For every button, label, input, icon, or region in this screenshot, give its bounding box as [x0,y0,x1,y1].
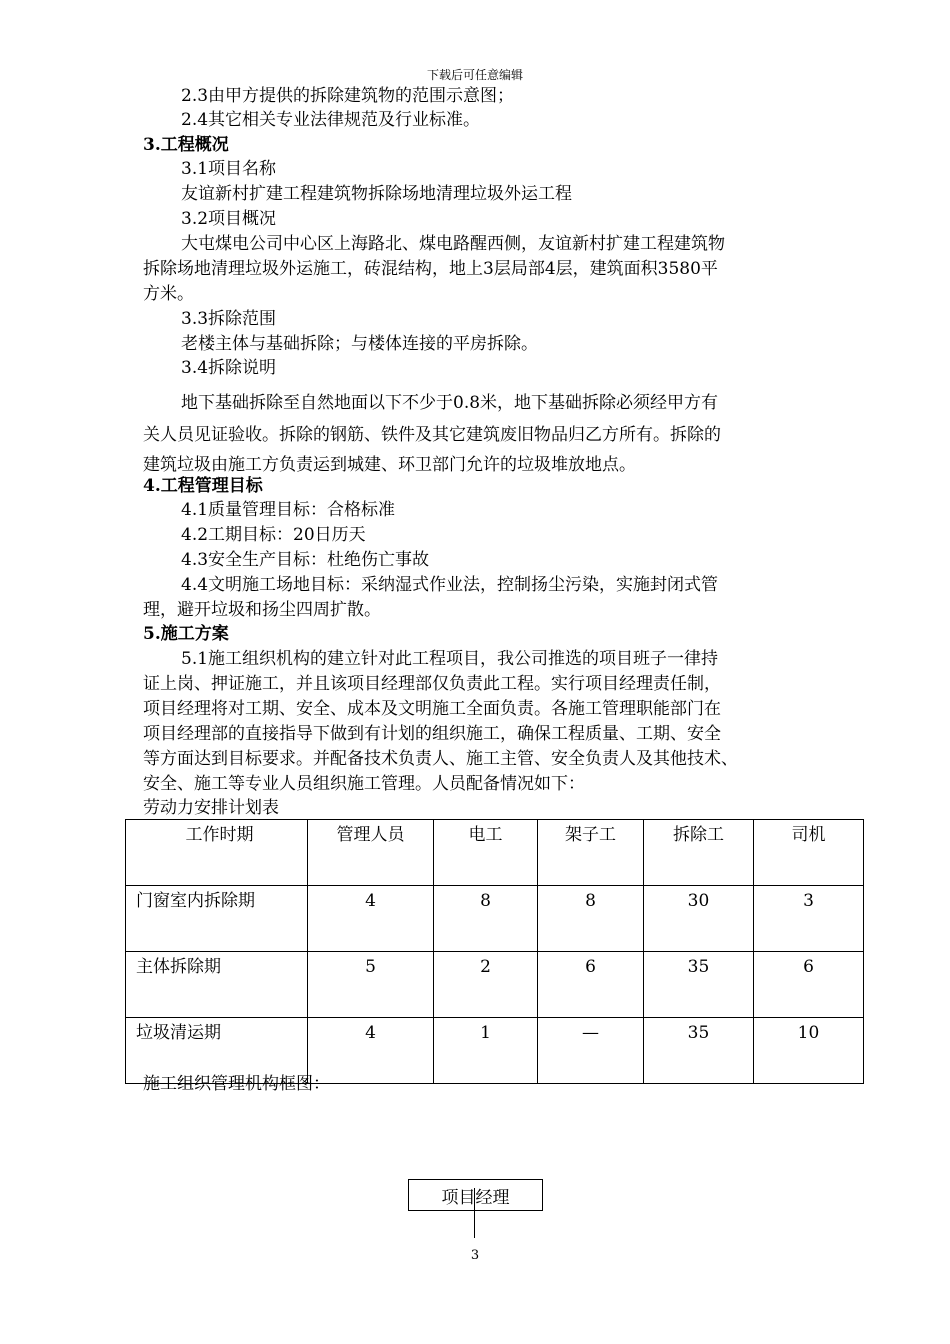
table-header-cell: 工作时期 [126,820,308,886]
text-line: 4.1质量管理目标：合格标准 [181,500,396,520]
table-header-cell: 电工 [434,820,538,886]
section-heading-5: 5.施工方案 [143,624,229,644]
page-header: 下载后可任意编辑 [426,68,523,82]
table-header-cell: 管理人员 [308,820,434,886]
labor-plan-table [125,819,864,1084]
text-line: 3.3拆除范围 [181,309,277,329]
table-cell: 门窗室内拆除期 [126,886,308,952]
text-line: 4.3安全生产目标：杜绝伤亡事故 [181,550,430,570]
table-cell: 4 [308,1018,434,1084]
text-line: 4.4文明施工场地目标：采纳湿式作业法，控制扬尘污染，实施封闭式管 [181,575,719,595]
text-line: 项目经理部的直接指导下做到有计划的组织施工，确保工程质量、工期、安全 [143,724,721,744]
table-header-cell: 架子工 [538,820,644,886]
text-line: 理，避开垃圾和扬尘四周扩散。 [143,600,381,620]
table-cell: 8 [434,886,538,952]
text-line: 友谊新村扩建工程建筑物拆除场地清理垃圾外运工程 [181,184,572,204]
org-chart-title: 施工组织管理机构框图： [143,1074,330,1094]
table-cell: 6 [754,952,864,1018]
org-connector-line [474,1188,475,1238]
table-cell: 5 [308,952,434,1018]
table-title: 劳动力安排计划表 [143,798,279,818]
text-line: 安全、施工等专业人员组织施工管理。人员配备情况如下： [143,774,585,794]
text-line: 建筑垃圾由施工方负责运到城建、环卫部门允许的垃圾堆放地点。 [143,455,636,475]
table-header-cell: 司机 [754,820,864,886]
text-line: 5.1施工组织机构的建立针对此工程项目，我公司推选的项目班子一律持 [181,649,719,669]
text-line: 关人员见证验收。拆除的钢筋、铁件及其它建筑废旧物品归乙方所有。拆除的 [143,425,721,445]
text-line: 4.2工期目标：20日历天 [181,525,366,545]
text-line: 证上岗、押证施工，并且该项目经理部仅负责此工程。实行项目经理责任制， [143,674,721,694]
table-cell: 4 [308,886,434,952]
table-cell: 8 [538,886,644,952]
text-line: 3.4拆除说明 [181,358,277,378]
table-cell: 3 [754,886,864,952]
table-cell: 6 [538,952,644,1018]
table-cell: 35 [644,952,754,1018]
text-line: 2.4其它相关专业法律规范及行业标准。 [181,110,481,130]
text-line: 拆除场地清理垃圾外运施工，砖混结构，地上3层局部4层，建筑面积3580平 [143,259,718,279]
text-line: 3.2项目概况 [181,209,277,229]
table-cell: 垃圾清运期 [126,1018,308,1084]
text-line: 等方面达到目标要求。并配备技术负责人、施工主管、安全负责人及其他技术、 [143,749,738,769]
table-cell: 主体拆除期 [126,952,308,1018]
text-line: 大屯煤电公司中心区上海路北、煤电路醒西侧，友谊新村扩建工程建筑物 [181,234,725,254]
table-cell: 10 [754,1018,864,1084]
table-header-row [126,820,864,886]
section-heading-4: 4.工程管理目标 [143,476,263,496]
table-row [126,952,864,1018]
table-cell: 1 [434,1018,538,1084]
table-cell: — [538,1018,644,1084]
text-line: 地下基础拆除至自然地面以下不少于0.8米，地下基础拆除必须经甲方有 [181,393,719,413]
table-cell: 35 [644,1018,754,1084]
text-line: 老楼主体与基础拆除；与楼体连接的平房拆除。 [181,334,538,354]
table-cell: 30 [644,886,754,952]
table-row [126,886,864,952]
table-header-cell: 拆除工 [644,820,754,886]
table-cell: 2 [434,952,538,1018]
text-line: 2.3由甲方提供的拆除建筑物的范围示意图； [181,86,515,106]
page-number: 3 [470,1248,480,1263]
section-heading-3: 3.工程概况 [143,135,229,155]
text-line: 项目经理将对工期、安全、成本及文明施工全面负责。各施工管理职能部门在 [143,699,721,719]
org-box-project-manager: 项目经理 [408,1179,543,1211]
text-line: 3.1项目名称 [181,159,277,179]
text-line: 方米。 [143,284,194,304]
